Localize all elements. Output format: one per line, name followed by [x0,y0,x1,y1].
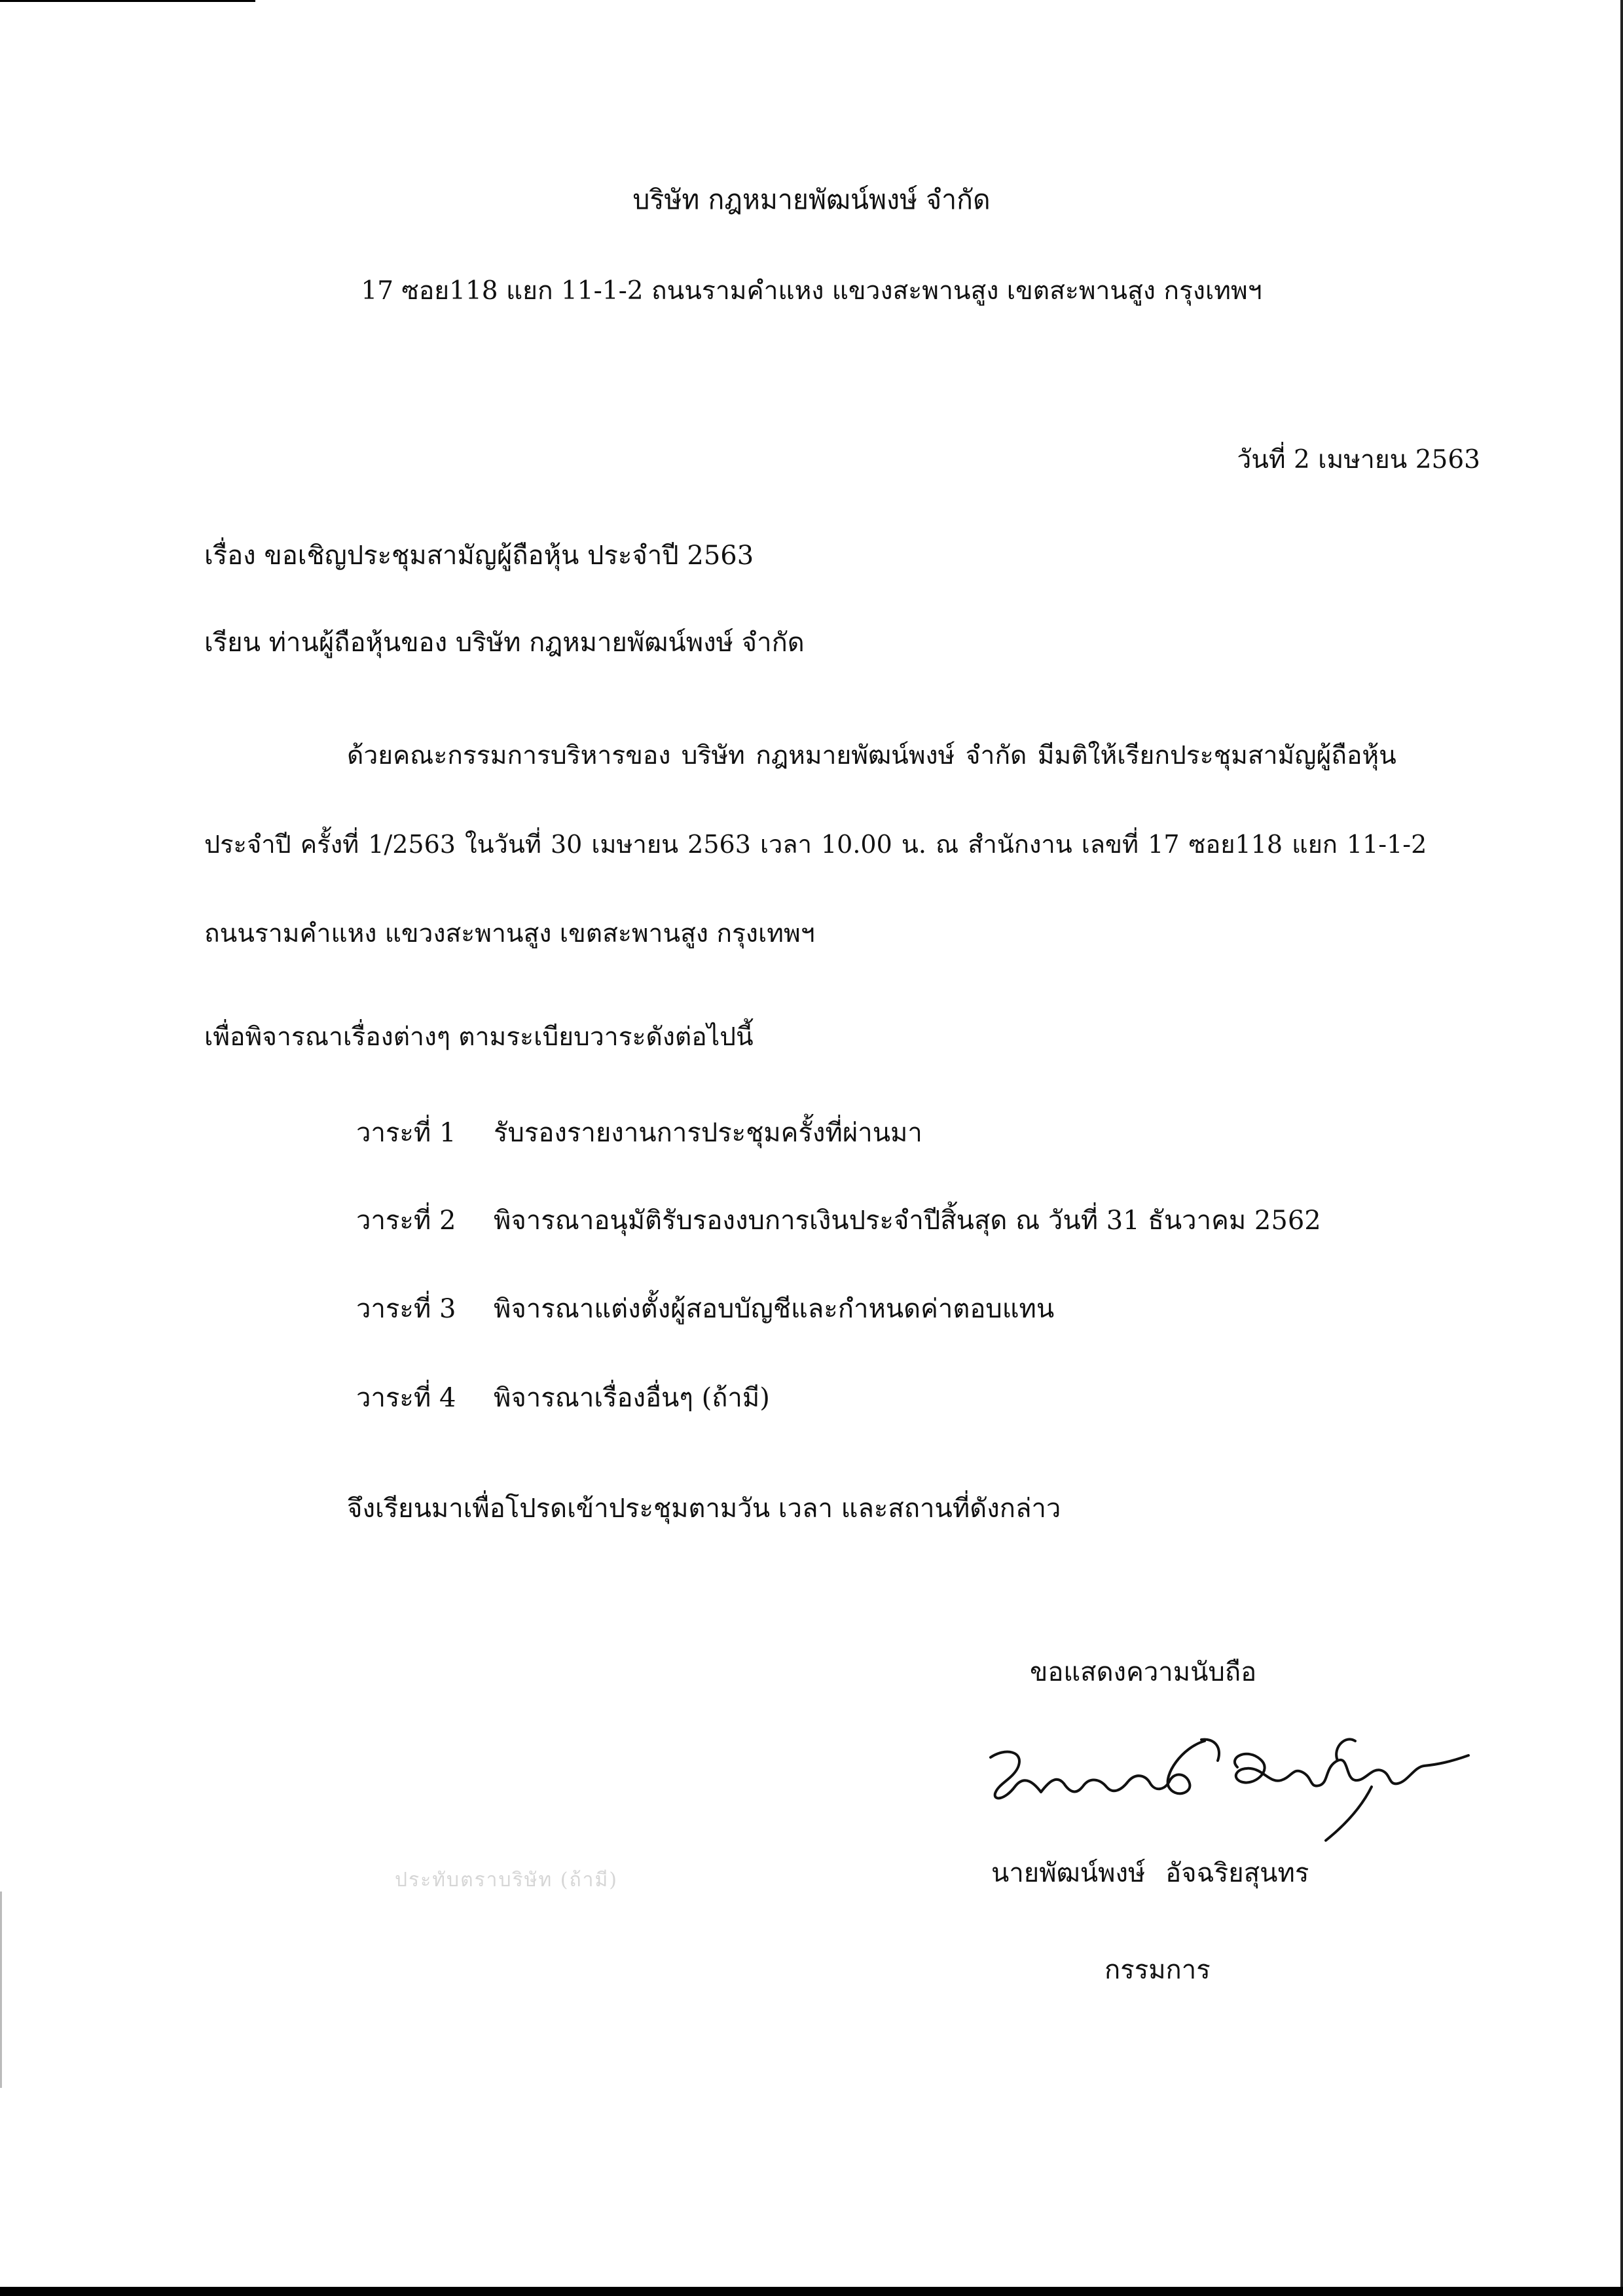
scan-border-left-mark [0,1892,2,2088]
body-paragraph-line-2: ประจำปี ครั้งที่ 1/2563 ในวันที่ 30 เมษายน 2563 เวลา 10.00 น. ณ สำนักงาน เลขที่ 17 ซอย118 แยก 11-1-2 [204,830,1427,859]
handwritten-signature [979,1721,1476,1846]
agenda-text: พิจารณาเรื่องอื่นๆ (ถ้ามี) [494,1383,770,1413]
scan-border-bottom [0,2287,1623,2296]
letter-date: วันที่ 2 เมษายน 2563 [1237,445,1480,475]
closing-sentence: จึงเรียนมาเพื่อโปรดเข้าประชุมตามวัน เวลา และสถานที่ดังกล่าว [347,1494,1061,1524]
scan-border-top [0,0,255,2]
letter-recipient: เรียน ท่านผู้ถือหุ้นของ บริษัท กฎหมายพัฒน์พงษ์ จำกัด [204,628,805,658]
agenda-text: รับรองรายงานการประชุมครั้งที่ผ่านมา [494,1118,922,1148]
agenda-number: วาระที่ 4 [356,1383,456,1413]
signer-name: นายพัฒน์พงษ์ อัจฉริยสุนทร [991,1858,1309,1888]
agenda-item [356,1208,1469,1234]
signer-title: กรรมการ [1104,1955,1211,1985]
body-paragraph-line-1: ด้วยคณะกรรมการบริหารของ บริษัท กฎหมายพัฒน์พงษ์ จำกัด มีมติให้เรียกประชุมสามัญผู้ถือหุ้น [347,741,1396,770]
faint-stamp-text: ประทับตราบริษัท (ถ้ามี) [395,1869,618,1892]
letter-subject: เรื่อง ขอเชิญประชุมสามัญผู้ถือหุ้น ประจำปี 2563 [204,541,754,571]
body-paragraph-line-3: ถนนรามคำแหง แขวงสะพานสูง เขตสะพานสูง กรุงเทพฯ [204,919,815,948]
complimentary-close: ขอแสดงความนับถือ [1030,1657,1257,1687]
company-address: 17 ซอย118 แยก 11-1-2 ถนนรามคำแหง แขวงสะพานสูง เขตสะพานสูง กรุงเทพฯ [361,276,1262,306]
agenda-number: วาระที่ 1 [356,1118,456,1148]
agenda-item [356,1120,1469,1146]
agenda-item [356,1385,1469,1411]
agenda-intro: เพื่อพิจารณาเรื่องต่างๆ ตามระเบียบวาระดังต่อไปนี้ [204,1022,754,1052]
agenda-text: พิจารณาอนุมัติรับรองงบการเงินประจำปีสิ้นสุด ณ วันที่ 31 ธันวาคม 2562 [494,1206,1321,1236]
agenda-item [356,1296,1469,1322]
agenda-number: วาระที่ 3 [356,1294,456,1324]
scan-border-right [1620,0,1623,2296]
company-name: บริษัท กฎหมายพัฒน์พงษ์ จำกัด [632,184,991,215]
agenda-number: วาระที่ 2 [356,1206,456,1236]
agenda-text: พิจารณาแต่งตั้งผู้สอบบัญชีและกำหนดค่าตอบแทน [494,1294,1055,1324]
